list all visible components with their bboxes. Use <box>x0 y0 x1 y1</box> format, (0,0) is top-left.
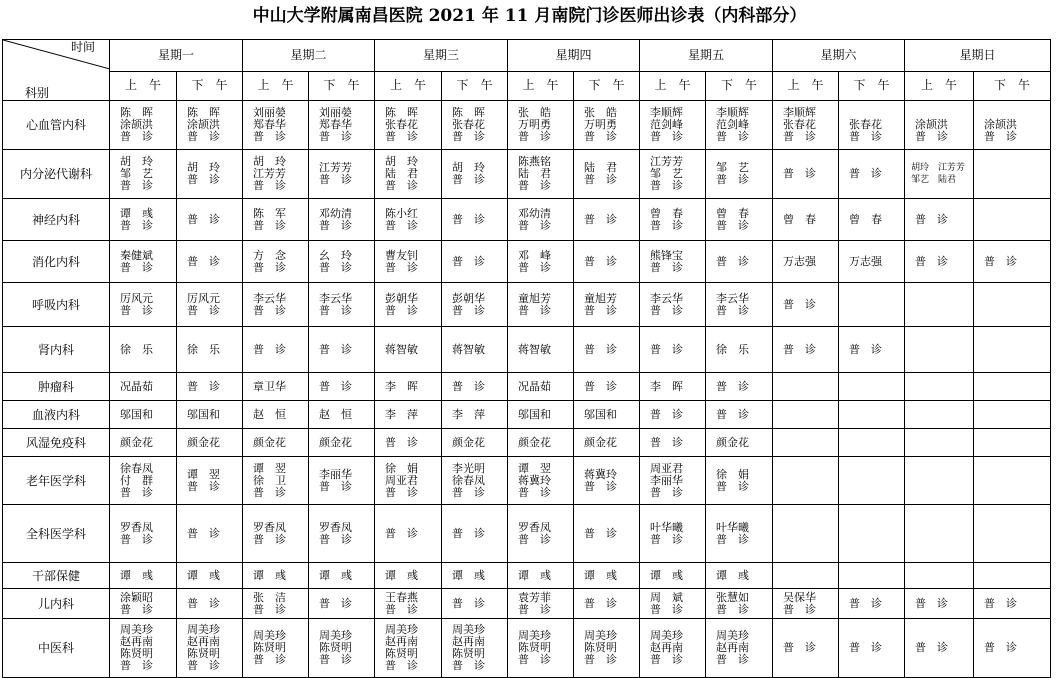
afternoon-schedule-cell: 普 诊 <box>177 199 243 241</box>
afternoon-schedule-cell: 普 诊 <box>442 589 508 619</box>
morning-schedule-cell: 李 萍 <box>375 401 442 429</box>
afternoon-schedule-cell: 幺 玲 普 诊 <box>309 241 375 283</box>
afternoon-schedule-cell: 陈 晖 张春花 普 诊 <box>442 101 508 150</box>
afternoon-schedule-cell <box>974 327 1051 373</box>
morning-schedule-cell: 谭 彧 <box>243 563 309 589</box>
schedule-row <box>3 429 1051 457</box>
afternoon-schedule-cell: 赵 恒 <box>309 401 375 429</box>
afternoon-schedule-cell: 普 诊 <box>442 199 508 241</box>
day-header: 星期五 <box>640 40 773 72</box>
morning-schedule-cell: 张 皓 万明勇 普 诊 <box>508 101 574 150</box>
morning-schedule-cell <box>905 429 974 457</box>
afternoon-schedule-cell <box>974 150 1051 199</box>
schedule-row <box>3 199 1051 241</box>
afternoon-schedule-cell: 谭 彧 <box>706 563 773 589</box>
day-header: 星期一 <box>110 40 243 72</box>
morning-schedule-cell: 李顺辉 范剑峰 普 诊 <box>640 101 706 150</box>
morning-schedule-cell: 陈小红 普 诊 <box>375 199 442 241</box>
schedule-table <box>2 39 1051 678</box>
afternoon-schedule-cell: 普 诊 <box>442 373 508 401</box>
afternoon-schedule-cell: 周美珍 赵再南 陈贤明 普 诊 <box>177 619 243 678</box>
afternoon-schedule-cell: 陈 晖 涂颉洪 普 诊 <box>177 101 243 150</box>
afternoon-schedule-cell: 涂颉洪 普 诊 <box>974 101 1051 150</box>
half-day-header-row <box>3 71 1051 100</box>
morning-schedule-cell: 周 斌 普 诊 <box>640 589 706 619</box>
afternoon-schedule-cell: 邓幼清 普 诊 <box>309 199 375 241</box>
afternoon-schedule-cell <box>839 563 905 589</box>
afternoon-schedule-cell <box>974 563 1051 589</box>
afternoon-schedule-cell: 普 诊 <box>706 241 773 283</box>
afternoon-schedule-cell: 谭 彧 <box>574 563 640 589</box>
morning-schedule-cell: 涂颖昭 普 诊 <box>110 589 177 619</box>
schedule-title: 中山大学附属南昌医院 2021 年 11 月南院门诊医师出诊表（内科部分） <box>252 6 807 26</box>
morning-schedule-cell: 邬国和 <box>110 401 177 429</box>
afternoon-header: 下 午 <box>177 71 243 100</box>
morning-header: 上 午 <box>508 71 574 100</box>
afternoon-schedule-cell <box>839 429 905 457</box>
afternoon-schedule-cell: 普 诊 <box>177 589 243 619</box>
morning-schedule-cell: 胡玲 江芳芳 邹艺 陆君 <box>905 150 974 199</box>
afternoon-schedule-cell: 普 诊 <box>574 373 640 401</box>
morning-schedule-cell: 普 诊 <box>375 429 442 457</box>
afternoon-schedule-cell: 普 诊 <box>839 150 905 199</box>
morning-schedule-cell <box>773 563 839 589</box>
schedule-row <box>3 150 1051 199</box>
morning-schedule-cell: 普 诊 <box>640 327 706 373</box>
morning-header: 上 午 <box>110 71 177 100</box>
afternoon-schedule-cell <box>839 283 905 327</box>
department-name: 内分泌代谢科 <box>3 150 110 199</box>
morning-schedule-cell: 张 洁 普 诊 <box>243 589 309 619</box>
afternoon-schedule-cell: 陆 君 普 诊 <box>574 150 640 199</box>
afternoon-schedule-cell: 蒋智敏 <box>442 327 508 373</box>
morning-header: 上 午 <box>773 71 839 100</box>
morning-schedule-cell: 普 诊 <box>773 283 839 327</box>
afternoon-header: 下 午 <box>839 71 905 100</box>
morning-schedule-cell: 周美珍 赵再南 陈贤明 普 诊 <box>375 619 442 678</box>
morning-schedule-cell: 周美珍 陈贤明 普 诊 <box>508 619 574 678</box>
afternoon-schedule-cell <box>839 505 905 563</box>
morning-schedule-cell: 陈 军 普 诊 <box>243 199 309 241</box>
morning-header: 上 午 <box>243 71 309 100</box>
morning-schedule-cell <box>905 505 974 563</box>
afternoon-schedule-cell: 李顺辉 范剑峰 普 诊 <box>706 101 773 150</box>
afternoon-header: 下 午 <box>706 71 773 100</box>
afternoon-schedule-cell: 蒋冀玲 普 诊 <box>574 457 640 505</box>
morning-schedule-cell: 陈 晖 张春花 普 诊 <box>375 101 442 150</box>
morning-schedule-cell: 李云华 普 诊 <box>640 283 706 327</box>
morning-schedule-cell: 胡 玲 邹 艺 普 诊 <box>110 150 177 199</box>
morning-schedule-cell: 况晶茹 <box>110 373 177 401</box>
schedule-row <box>3 327 1051 373</box>
morning-schedule-cell: 谭 彧 <box>110 563 177 589</box>
morning-schedule-cell: 赵 恒 <box>243 401 309 429</box>
morning-schedule-cell: 普 诊 <box>640 401 706 429</box>
afternoon-schedule-cell: 徐 乐 <box>706 327 773 373</box>
afternoon-schedule-cell: 普 诊 <box>574 327 640 373</box>
department-name: 消化内科 <box>3 241 110 283</box>
morning-schedule-cell: 谭 翌 蒋冀玲 普 诊 <box>508 457 574 505</box>
afternoon-schedule-cell: 彭朝华 普 诊 <box>442 283 508 327</box>
morning-schedule-cell <box>905 283 974 327</box>
afternoon-schedule-cell: 普 诊 <box>574 241 640 283</box>
morning-schedule-cell: 袁芳菲 普 诊 <box>508 589 574 619</box>
morning-schedule-cell: 普 诊 <box>905 199 974 241</box>
morning-schedule-cell: 江芳芳 邹 艺 普 诊 <box>640 150 706 199</box>
morning-schedule-cell: 况晶茹 <box>508 373 574 401</box>
department-name: 呼吸内科 <box>3 283 110 327</box>
morning-schedule-cell <box>773 429 839 457</box>
afternoon-schedule-cell: 普 诊 <box>839 619 905 678</box>
afternoon-schedule-cell: 颜金花 <box>309 429 375 457</box>
department-name: 干部保健 <box>3 563 110 589</box>
morning-schedule-cell: 徐春凤 付 群 普 诊 <box>110 457 177 505</box>
morning-schedule-cell: 谭 彧 <box>375 563 442 589</box>
afternoon-schedule-cell: 邬国和 <box>574 401 640 429</box>
afternoon-schedule-cell: 万志强 <box>839 241 905 283</box>
morning-schedule-cell: 万志强 <box>773 241 839 283</box>
morning-schedule-cell: 方 念 普 诊 <box>243 241 309 283</box>
afternoon-schedule-cell: 谭 彧 <box>177 563 243 589</box>
morning-schedule-cell: 彭朝华 普 诊 <box>375 283 442 327</box>
morning-schedule-cell <box>773 457 839 505</box>
morning-schedule-cell: 厉风元 普 诊 <box>110 283 177 327</box>
morning-schedule-cell: 普 诊 <box>773 150 839 199</box>
morning-schedule-cell <box>905 457 974 505</box>
morning-schedule-cell <box>905 373 974 401</box>
day-header: 星期日 <box>905 40 1051 72</box>
morning-schedule-cell: 颜金花 <box>508 429 574 457</box>
morning-schedule-cell: 徐 乐 <box>110 327 177 373</box>
afternoon-schedule-cell: 周美珍 陈贤明 普 诊 <box>574 619 640 678</box>
corner-cell <box>3 40 110 101</box>
afternoon-schedule-cell: 徐 乐 <box>177 327 243 373</box>
afternoon-schedule-cell: 普 诊 <box>839 589 905 619</box>
department-name: 心血管内科 <box>3 101 110 150</box>
morning-schedule-cell: 徐 娟 周亚君 普 诊 <box>375 457 442 505</box>
department-name: 全科医学科 <box>3 505 110 563</box>
afternoon-schedule-cell: 童旭芳 普 诊 <box>574 283 640 327</box>
afternoon-schedule-cell <box>974 283 1051 327</box>
afternoon-schedule-cell: 曾 春 <box>839 199 905 241</box>
morning-schedule-cell <box>905 563 974 589</box>
afternoon-schedule-cell: 李云华 普 诊 <box>309 283 375 327</box>
morning-schedule-cell: 谭 彧 <box>640 563 706 589</box>
afternoon-schedule-cell: 李光明 徐春凤 普 诊 <box>442 457 508 505</box>
afternoon-schedule-cell: 李云华 普 诊 <box>706 283 773 327</box>
morning-schedule-cell: 曾 春 普 诊 <box>640 199 706 241</box>
department-name: 肾内科 <box>3 327 110 373</box>
morning-schedule-cell <box>905 327 974 373</box>
afternoon-schedule-cell <box>974 457 1051 505</box>
afternoon-schedule-cell: 谭 彧 <box>309 563 375 589</box>
schedule-row <box>3 563 1051 589</box>
schedule-row <box>3 457 1051 505</box>
morning-schedule-cell: 周美珍 赵再南 陈贤明 普 诊 <box>110 619 177 678</box>
morning-schedule-cell: 邓 峰 普 诊 <box>508 241 574 283</box>
afternoon-schedule-cell: 普 诊 <box>574 589 640 619</box>
schedule-row <box>3 589 1051 619</box>
morning-schedule-cell: 童旭芳 普 诊 <box>508 283 574 327</box>
morning-schedule-cell: 叶华曦 普 诊 <box>640 505 706 563</box>
morning-schedule-cell: 曹友钊 普 诊 <box>375 241 442 283</box>
afternoon-schedule-cell <box>839 373 905 401</box>
morning-header: 上 午 <box>905 71 974 100</box>
morning-schedule-cell: 陈 晖 涂颉洪 普 诊 <box>110 101 177 150</box>
morning-schedule-cell: 普 诊 <box>375 505 442 563</box>
afternoon-schedule-cell: 胡 玲 普 诊 <box>177 150 243 199</box>
afternoon-schedule-cell: 曾 春 普 诊 <box>706 199 773 241</box>
morning-schedule-cell: 周美珍 赵再南 普 诊 <box>640 619 706 678</box>
morning-schedule-cell: 王春燕 普 诊 <box>375 589 442 619</box>
afternoon-schedule-cell: 普 诊 <box>839 327 905 373</box>
morning-schedule-cell <box>905 401 974 429</box>
department-name: 老年医学科 <box>3 457 110 505</box>
morning-schedule-cell: 普 诊 <box>905 241 974 283</box>
morning-schedule-cell: 李 晖 <box>375 373 442 401</box>
morning-schedule-cell: 普 诊 <box>243 327 309 373</box>
afternoon-schedule-cell: 周美珍 陈贤明 普 诊 <box>309 619 375 678</box>
morning-schedule-cell: 秦健斌 普 诊 <box>110 241 177 283</box>
afternoon-schedule-cell: 叶华曦 普 诊 <box>706 505 773 563</box>
morning-schedule-cell <box>773 373 839 401</box>
department-name: 中医科 <box>3 619 110 678</box>
afternoon-schedule-cell: 徐 娟 普 诊 <box>706 457 773 505</box>
morning-schedule-cell: 周美珍 陈贤明 普 诊 <box>243 619 309 678</box>
afternoon-header: 下 午 <box>309 71 375 100</box>
afternoon-schedule-cell: 谭 彧 <box>442 563 508 589</box>
schedule-row <box>3 101 1051 150</box>
afternoon-schedule-cell <box>974 505 1051 563</box>
morning-schedule-cell: 吴保华 普 诊 <box>773 589 839 619</box>
afternoon-schedule-cell: 颜金花 <box>177 429 243 457</box>
afternoon-schedule-cell: 普 诊 <box>177 241 243 283</box>
afternoon-schedule-cell: 胡 玲 普 诊 <box>442 150 508 199</box>
morning-schedule-cell: 李云华 普 诊 <box>243 283 309 327</box>
afternoon-schedule-cell: 邹 艺 普 诊 <box>706 150 773 199</box>
afternoon-schedule-cell <box>974 199 1051 241</box>
morning-schedule-cell: 颜金花 <box>243 429 309 457</box>
morning-schedule-cell: 罗香凤 普 诊 <box>243 505 309 563</box>
day-header-row <box>3 40 1051 72</box>
morning-schedule-cell: 颜金花 <box>110 429 177 457</box>
afternoon-schedule-cell: 李丽华 普 诊 <box>309 457 375 505</box>
day-header: 星期二 <box>243 40 375 72</box>
afternoon-schedule-cell: 普 诊 <box>309 589 375 619</box>
corner-time-label: 时间 <box>70 40 95 54</box>
morning-schedule-cell: 李顺辉 张春花 普 诊 <box>773 101 839 150</box>
morning-schedule-cell: 周亚君 李丽华 普 诊 <box>640 457 706 505</box>
afternoon-schedule-cell <box>839 401 905 429</box>
afternoon-schedule-cell: 颜金花 <box>706 429 773 457</box>
afternoon-schedule-cell: 普 诊 <box>706 401 773 429</box>
afternoon-schedule-cell: 普 诊 <box>974 589 1051 619</box>
afternoon-schedule-cell: 普 诊 <box>177 505 243 563</box>
schedule-row <box>3 283 1051 327</box>
day-header: 星期六 <box>773 40 905 72</box>
morning-schedule-cell: 邬国和 <box>508 401 574 429</box>
afternoon-schedule-cell: 普 诊 <box>974 619 1051 678</box>
afternoon-schedule-cell: 普 诊 <box>442 241 508 283</box>
schedule-row <box>3 619 1051 678</box>
morning-schedule-cell: 谭 彧 普 诊 <box>110 199 177 241</box>
morning-schedule-cell: 胡 玲 江芳芳 普 诊 <box>243 150 309 199</box>
afternoon-schedule-cell: 谭 翌 普 诊 <box>177 457 243 505</box>
afternoon-schedule-cell: 周美珍 赵再南 陈贤明 普 诊 <box>442 619 508 678</box>
morning-schedule-cell: 曾 春 <box>773 199 839 241</box>
morning-schedule-cell: 邓幼清 普 诊 <box>508 199 574 241</box>
schedule-row <box>3 241 1051 283</box>
morning-schedule-cell: 谭 翌 徐 卫 普 诊 <box>243 457 309 505</box>
schedule-row <box>3 505 1051 563</box>
afternoon-schedule-cell <box>974 429 1051 457</box>
afternoon-schedule-cell: 普 诊 <box>309 373 375 401</box>
afternoon-schedule-cell: 厉风元 普 诊 <box>177 283 243 327</box>
morning-schedule-cell: 蒋智敏 <box>508 327 574 373</box>
afternoon-header: 下 午 <box>574 71 640 100</box>
morning-schedule-cell: 蒋智敏 <box>375 327 442 373</box>
afternoon-schedule-cell: 普 诊 <box>309 327 375 373</box>
morning-schedule-cell: 熊锋宝 普 诊 <box>640 241 706 283</box>
afternoon-schedule-cell: 颜金花 <box>574 429 640 457</box>
morning-schedule-cell <box>773 401 839 429</box>
morning-header: 上 午 <box>640 71 706 100</box>
afternoon-schedule-cell: 普 诊 <box>974 241 1051 283</box>
morning-schedule-cell: 胡 玲 陆 君 普 诊 <box>375 150 442 199</box>
department-name: 儿内科 <box>3 589 110 619</box>
afternoon-schedule-cell: 普 诊 <box>442 505 508 563</box>
afternoon-schedule-cell: 普 诊 <box>177 373 243 401</box>
afternoon-schedule-cell: 周美珍 赵再南 普 诊 <box>706 619 773 678</box>
schedule-row <box>3 401 1051 429</box>
morning-schedule-cell: 李 晖 <box>640 373 706 401</box>
afternoon-schedule-cell <box>974 373 1051 401</box>
morning-schedule-cell: 罗香凤 普 诊 <box>110 505 177 563</box>
afternoon-schedule-cell: 邬国和 <box>177 401 243 429</box>
morning-schedule-cell: 普 诊 <box>773 327 839 373</box>
morning-schedule-cell: 涂颉洪 普 诊 <box>905 101 974 150</box>
morning-schedule-cell: 普 诊 <box>640 429 706 457</box>
afternoon-schedule-cell: 普 诊 <box>574 505 640 563</box>
corner-dept-label: 科别 <box>25 86 50 100</box>
afternoon-schedule-cell: 江芳芳 普 诊 <box>309 150 375 199</box>
department-name: 神经内科 <box>3 199 110 241</box>
department-name: 肿瘤科 <box>3 373 110 401</box>
afternoon-schedule-cell: 张 皓 万明勇 普 诊 <box>574 101 640 150</box>
afternoon-schedule-cell: 李 萍 <box>442 401 508 429</box>
morning-schedule-cell: 章卫华 <box>243 373 309 401</box>
day-header: 星期三 <box>375 40 508 72</box>
morning-schedule-cell: 罗香凤 普 诊 <box>508 505 574 563</box>
department-name: 血液内科 <box>3 401 110 429</box>
afternoon-schedule-cell: 张春花 普 诊 <box>839 101 905 150</box>
day-header: 星期四 <box>508 40 640 72</box>
afternoon-schedule-cell: 颜金花 <box>442 429 508 457</box>
afternoon-schedule-cell: 普 诊 <box>706 373 773 401</box>
schedule-row <box>3 373 1051 401</box>
morning-schedule-cell: 陈燕铭 陆 君 普 诊 <box>508 150 574 199</box>
morning-schedule-cell: 刘丽嫈 郑春华 普 诊 <box>243 101 309 150</box>
morning-schedule-cell: 普 诊 <box>905 619 974 678</box>
morning-schedule-cell: 普 诊 <box>773 619 839 678</box>
afternoon-schedule-cell <box>974 401 1051 429</box>
afternoon-schedule-cell <box>839 457 905 505</box>
afternoon-schedule-cell: 张慧如 普 诊 <box>706 589 773 619</box>
morning-schedule-cell: 普 诊 <box>905 589 974 619</box>
afternoon-schedule-cell: 刘丽嫈 郑春华 普 诊 <box>309 101 375 150</box>
afternoon-header: 下 午 <box>974 71 1051 100</box>
afternoon-schedule-cell: 罗香凤 普 诊 <box>309 505 375 563</box>
morning-schedule-cell: 谭 彧 <box>508 563 574 589</box>
afternoon-header: 下 午 <box>442 71 508 100</box>
afternoon-schedule-cell: 普 诊 <box>574 199 640 241</box>
department-name: 风湿免疫科 <box>3 429 110 457</box>
morning-header: 上 午 <box>375 71 442 100</box>
morning-schedule-cell <box>773 505 839 563</box>
